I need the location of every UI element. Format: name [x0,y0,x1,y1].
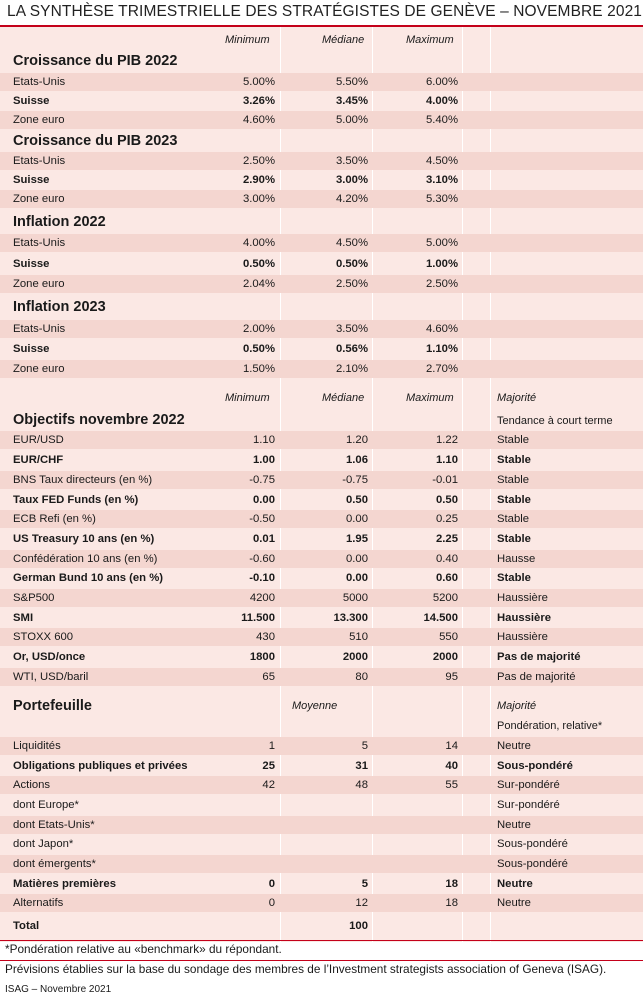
row-label: Confédération 10 ans (en %) [13,553,158,565]
row-min: 3.26% [242,95,275,107]
table-row [0,609,643,627]
row-min: 25 [262,760,275,772]
row-min: 65 [262,671,275,683]
row-majority: Neutre [497,740,531,752]
row-label: Liquidités [13,740,61,752]
row-max: 3.10% [425,174,458,186]
row-min: 430 [256,631,275,643]
row-majority: Haussière [497,592,548,604]
row-min: 0 [268,878,275,890]
section-title: Portefeuille [13,698,92,714]
row-med: 5 [361,878,368,890]
row-med: 3.00% [335,174,368,186]
footnote-source: Prévisions établies sur la base du sondage des membres de l’Investment strategists association of Geneva (ISAG). [5,962,607,976]
table-row [0,111,643,129]
table-row [0,550,643,568]
table-row [0,92,643,110]
footnote-benchmark: *Pondération relative au «benchmark» du répondant. [5,942,282,956]
credit-line: ISAG – Novembre 2021 [5,984,112,995]
row-max: 0.60 [436,572,458,584]
row-min: -0.75 [249,474,275,486]
row-label: ECB Refi (en %) [13,513,96,525]
row-label: Actions [13,779,51,791]
table-row [0,190,643,208]
section-title: Croissance du PIB 2023 [13,133,178,149]
row-med: 3.50% [335,323,368,335]
row-max: -0.01 [432,474,458,486]
footnote-rule [0,960,643,961]
row-max: 5.40% [425,114,458,126]
col-header-moyenne: Moyenne [292,700,338,712]
row-max: 1.10 [436,454,458,466]
row-majority: Haussière [497,612,552,624]
row-min: 0.00 [253,494,275,506]
row-max: 18 [445,897,458,909]
table-row [0,530,643,548]
row-max: 14.500 [423,612,458,624]
row-med: 0.50% [335,258,368,270]
row-min: 42 [262,779,275,791]
row-med: 5 [361,740,368,752]
row-label: Suisse [13,174,50,186]
row-majority: Sous-pondéré [497,760,573,772]
col-header-minimum: Minimum [225,392,270,404]
row-max: 2.25 [436,533,458,545]
row-label: EUR/CHF [13,454,64,466]
row-min: 1800 [249,651,275,663]
table-row [0,816,643,834]
row-majority: Stable [497,533,531,545]
row-med: 0.00 [346,572,368,584]
row-min: -0.50 [249,513,275,525]
table-row [0,171,643,189]
table-row [0,648,643,666]
row-min: 0.50% [242,343,275,355]
table-row [0,471,643,489]
row-label: US Treasury 10 ans (en %) [13,533,155,545]
row-min: 5.00% [242,76,275,88]
row-max: 4.50% [425,155,458,167]
col-header-mediane: Médiane [322,392,365,404]
table-row [0,855,643,873]
row-label: Zone euro [13,193,65,205]
row-med: 510 [349,631,368,643]
section-title: Croissance du PIB 2022 [13,53,178,69]
row-label: Zone euro [13,363,65,375]
row-label: BNS Taux directeurs (en %) [13,474,153,486]
row-max: 4.60% [425,323,458,335]
row-med: -0.75 [342,474,368,486]
row-majority: Sous-pondéré [497,858,568,870]
row-majority: Stable [497,513,530,525]
row-label: Total [13,920,40,932]
row-label: Obligations publiques et privées [13,760,188,772]
row-med: 1.95 [346,533,368,545]
row-label: Alternatifs [13,897,64,909]
section-title: Inflation 2022 [13,214,106,230]
row-max: 0.50 [436,494,458,506]
table-row [0,589,643,607]
row-min: 1.00 [253,454,275,466]
col-header-mediane: Médiane [322,34,365,46]
col-header-majorite: Majorité [497,392,537,404]
row-med: 0.00 [346,553,368,565]
row-med: 13.300 [333,612,368,624]
table-row-total [0,917,643,935]
table-row [0,875,643,893]
row-majority: Sous-pondéré [497,838,568,850]
subheader-trend: Tendance à court terme [497,415,613,427]
row-max: 2.50% [425,278,458,290]
row-majority: Sur-pondéré [497,779,560,791]
row-label: German Bund 10 ans (en %) [13,572,164,584]
col-header-maximum: Maximum [406,392,454,404]
row-majority: Stable [497,454,531,466]
row-med: 0.50 [346,494,368,506]
row-min: 4200 [249,592,275,604]
row-majority: Hausse [497,553,536,565]
row-label: Taux FED Funds (en %) [13,494,139,506]
row-max: 14 [445,740,458,752]
table-row [0,340,643,358]
row-majority: Neutre [497,878,533,890]
row-label: EUR/USD [13,434,64,446]
row-min: 1.50% [242,363,275,375]
row-label: Etats-Unis [13,323,66,335]
row-label: Etats-Unis [13,237,66,249]
table-row [0,360,643,378]
row-majority: Stable [497,494,531,506]
table-row [0,320,643,338]
row-label: WTI, USD/baril [13,671,89,683]
row-min: 0.01 [253,533,275,545]
row-med: 5.50% [335,76,368,88]
row-max: 0.40 [436,553,458,565]
table-row [0,757,643,775]
row-max: 40 [445,760,458,772]
table-row [0,431,643,449]
row-max: 1.10% [425,343,458,355]
row-med: 3.45% [335,95,368,107]
page-title: LA SYNTHÈSE TRIMESTRIELLE DES STRATÉGISTES DE GENÈVE – NOVEMBRE 2021 [7,3,643,20]
row-label: Etats-Unis [13,76,66,88]
row-min: 1 [268,740,275,752]
row-label: Etats-Unis [13,155,66,167]
row-max: 2.70% [425,363,458,375]
row-med: 0.56% [335,343,368,355]
row-med: 31 [355,760,368,772]
row-max: 6.00% [425,76,458,88]
row-med: 3.50% [335,155,368,167]
row-label: Suisse [13,258,50,270]
table-row [0,796,643,814]
row-med: 5000 [342,592,368,604]
section-title: Inflation 2023 [13,299,106,315]
row-med: 80 [355,671,368,683]
col-header-majorite: Majorité [497,700,537,712]
row-max: 95 [445,671,458,683]
table-row [0,835,643,853]
table-row [0,776,643,794]
row-label: dont Etats-Unis* [13,819,95,831]
row-max: 5.30% [425,193,458,205]
row-med: 48 [355,779,368,791]
table-row [0,628,643,646]
row-majority: Stable [497,572,531,584]
row-label: Zone euro [13,114,65,126]
table-row [0,152,643,170]
table-row [0,451,643,469]
row-label: Suisse [13,343,50,355]
row-max: 5.00% [425,237,458,249]
table-row [0,510,643,528]
row-label: dont Japon* [13,838,74,850]
row-max: 2000 [432,651,458,663]
row-min: 1.10 [253,434,275,446]
row-med: 1.20 [346,434,368,446]
row-label: SMI [13,612,34,624]
table-row [0,275,643,293]
table-row [0,737,643,755]
row-med: 2.10% [335,363,368,375]
table-row [0,255,643,273]
row-max: 18 [445,878,458,890]
row-med: 4.50% [335,237,368,249]
section-title: Objectifs novembre 2022 [13,412,185,428]
col-header-minimum: Minimum [225,34,270,46]
row-label: STOXX 600 [13,631,74,643]
row-label: S&P500 [13,592,55,604]
row-majority: Pas de majorité [497,671,576,683]
row-label: Zone euro [13,278,65,290]
row-min: 3.00% [242,193,275,205]
row-min: 4.60% [242,114,275,126]
row-label: Or, USD/once [13,651,86,663]
row-majority: Pas de majorité [497,651,581,663]
table-row [0,491,643,509]
row-min: 11.500 [241,612,275,624]
row-min: 2.50% [242,155,275,167]
row-max: 4.00% [425,95,458,107]
row-med: 4.20% [335,193,368,205]
row-label: Matières premières [13,878,116,890]
row-min: 0.50% [242,258,275,270]
table-row [0,894,643,912]
table-row [0,569,643,587]
row-total: 100 [349,920,368,932]
row-min: 2.00% [242,323,275,335]
footnote-rule [0,940,643,941]
row-majority: Haussière [497,631,548,643]
row-min: 2.90% [242,174,275,186]
row-majority: Neutre [497,897,531,909]
row-max: 0.25 [436,513,458,525]
row-med: 1.06 [346,454,368,466]
row-med: 0.00 [346,513,368,525]
row-max: 1.00% [425,258,458,270]
row-majority: Stable [497,474,530,486]
row-max: 550 [439,631,458,643]
row-majority: Neutre [497,819,531,831]
row-majority: Sur-pondéré [497,799,560,811]
row-max: 5200 [432,592,458,604]
row-min: 2.04% [242,278,275,290]
table-row [0,234,643,252]
row-label: dont émergents* [13,858,96,870]
row-label: Suisse [13,95,50,107]
col-header-maximum: Maximum [406,34,454,46]
row-min: 4.00% [242,237,275,249]
row-majority: Stable [497,434,530,446]
row-max: 55 [445,779,458,791]
row-med: 2.50% [335,278,368,290]
row-med: 12 [355,897,368,909]
row-label: dont Europe* [13,799,79,811]
row-min: -0.60 [249,553,275,565]
table-row [0,668,643,686]
row-min: -0.10 [249,572,275,584]
row-med: 2000 [342,651,368,663]
row-med: 5.00% [335,114,368,126]
row-max: 1.22 [436,434,458,446]
row-min: 0 [268,897,275,909]
subheader-weighting: Pondération, relative* [497,720,603,732]
table-row [0,73,643,91]
